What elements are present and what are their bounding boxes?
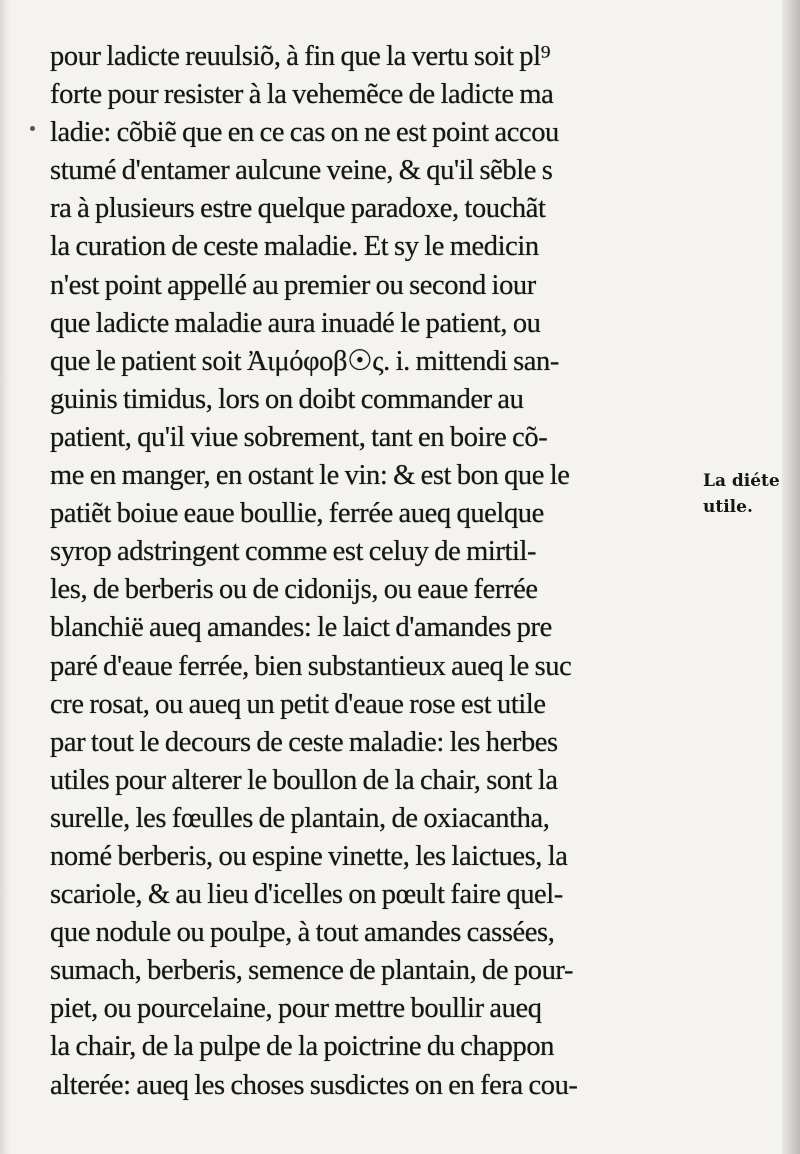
text-line: cre rosat, ou aueq un petit d'eaue rose est utile — [50, 688, 546, 720]
page-left-edge — [0, 0, 10, 1154]
text-line: blanchië aueq amandes: le laict d'amandes pre — [50, 612, 552, 644]
text-line: piet, ou pourcelaine, pour mettre boullir aueq — [50, 993, 542, 1025]
text-line: ladie: cõbiẽ que en ce cas on ne est point accou — [50, 117, 559, 149]
text-line: surelle, les fœulles de plantain, de oxiacantha, — [50, 802, 550, 834]
text-line: par tout le decours de ceste maladie: les herbes — [50, 726, 558, 758]
margin-note-line: La diéte — [703, 471, 780, 491]
text-line: les, de berberis ou de cidonijs, ou eaue ferrée — [50, 574, 538, 606]
text-line: que le patient soit Ἀιμόφοβ☉ς. i. mittendi san- — [50, 345, 559, 377]
text-line: forte pour resister à la vehemẽce de ladicte ma — [50, 79, 554, 111]
text-line: syrop adstringent comme est celuy de mirtil- — [50, 536, 537, 568]
text-line: n'est point appellé au premier ou second iour — [50, 269, 536, 301]
text-line: la curation de ceste maladie. Et sy le medicin — [50, 231, 539, 263]
text-line: que nodule ou poulpe, à tout amandes cassées, — [50, 917, 555, 949]
text-line: patient, qu'il viue sobrement, tant en boire cõ- — [50, 421, 548, 453]
text-line: pour ladicte reuulsiõ, à fin que la vertu soit pl⁹ — [50, 41, 551, 72]
text-line: patiẽt boiue eaue boullie, ferrée aueq quelque — [50, 498, 544, 530]
main-text-block — [50, 38, 700, 1105]
text-line: utiles pour alterer le boullon de la chair, sont la — [50, 764, 558, 796]
text-line: nomé berberis, ou espine vinette, les laictues, la — [50, 840, 568, 872]
text-line: ra à plusieurs estre quelque paradoxe, touchãt — [50, 193, 546, 225]
text-line: la chair, de la pulpe de la poictrine du chappon — [50, 1031, 555, 1063]
text-line: scariole, & au lieu d'icelles on pœult faire quel- — [50, 879, 563, 911]
margin-note-line: utile. — [703, 497, 753, 517]
page-right-edge — [782, 0, 800, 1154]
text-line: que ladicte maladie aura inuadé le patient, ou — [50, 307, 541, 339]
ink-speck — [30, 126, 35, 131]
text-line: me en manger, en ostant le vin: & est bon que le — [50, 460, 570, 492]
text-line: paré d'eaue ferrée, bien substantieux aueq le suc — [50, 650, 572, 682]
show-through-margin-note — [704, 240, 708, 261]
text-line: stumé d'entamer aulcune veine, & qu'il sẽble s — [50, 155, 553, 187]
text-line: guinis timidus, lors on doibt commander au — [50, 383, 524, 415]
text-line: sumach, berberis, semence de plantain, de pour- — [50, 955, 574, 987]
margin-note — [703, 468, 780, 520]
text-line: alterée: aueq les choses susdictes on en fera cou- — [50, 1069, 578, 1101]
